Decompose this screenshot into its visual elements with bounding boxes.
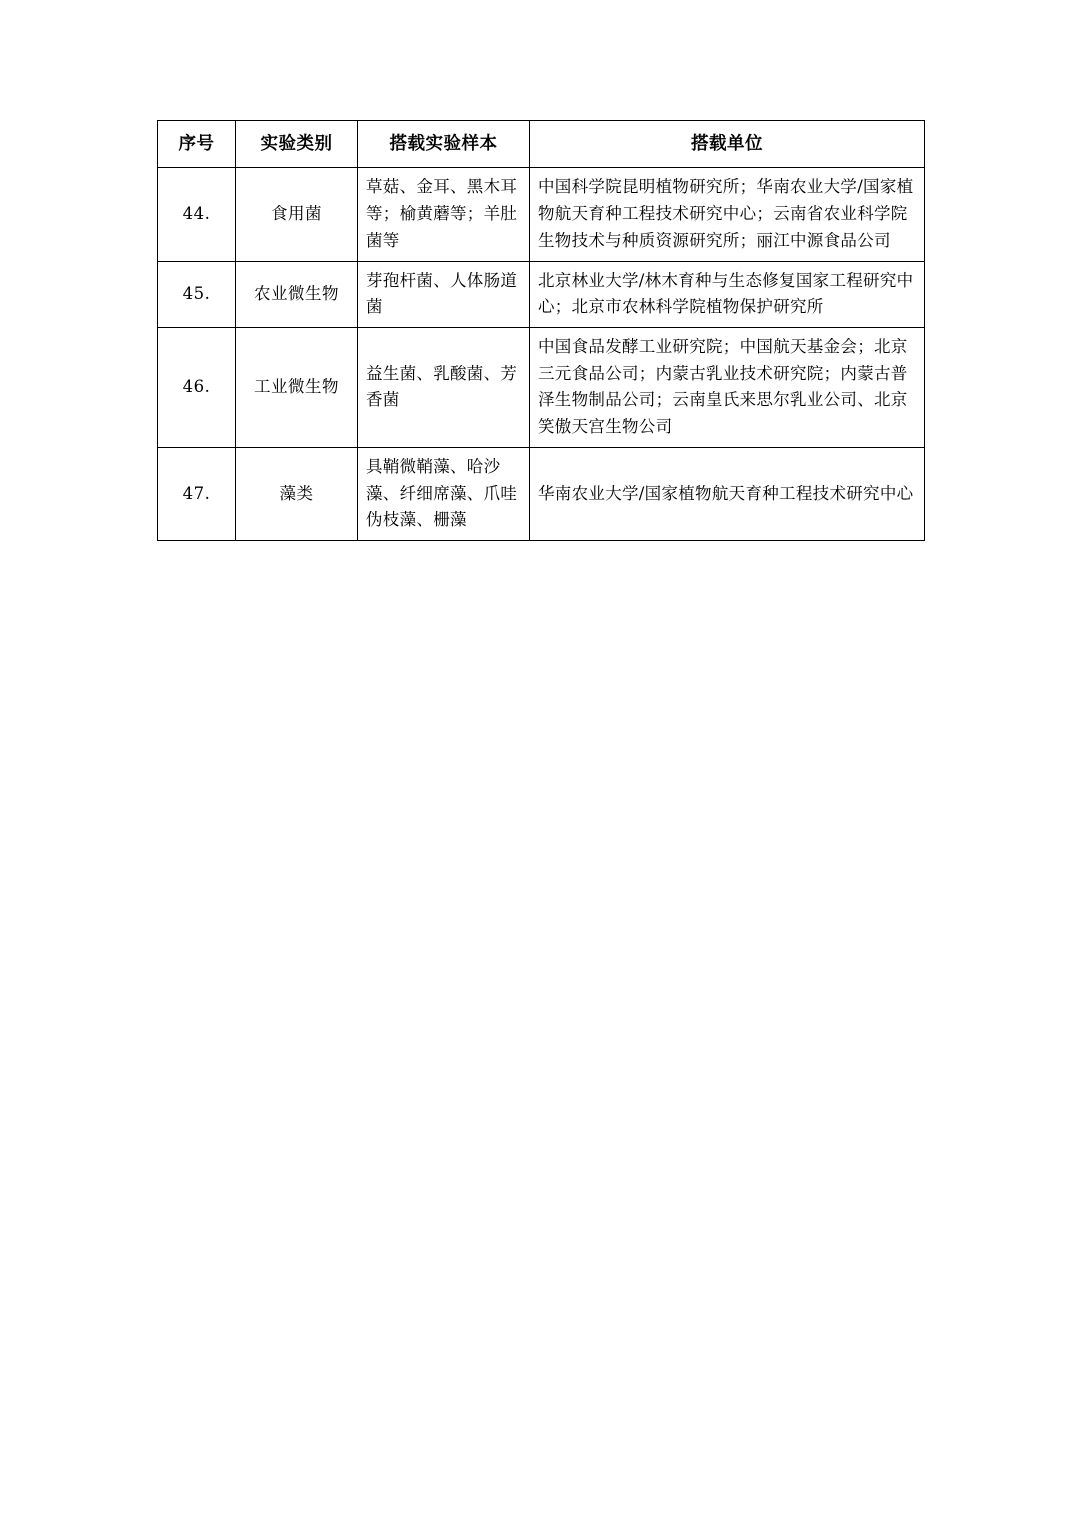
- cell-sample: 草菇、金耳、黑木耳等；榆黄蘑等；羊肚菌等: [358, 168, 530, 261]
- cell-category: 食用菌: [236, 168, 358, 261]
- table-body: [158, 168, 925, 541]
- cell-sequence: 47.: [158, 447, 236, 540]
- table-row: [158, 261, 925, 327]
- cell-sample: 芽孢杆菌、人体肠道菌: [358, 261, 530, 327]
- table-header: [158, 121, 925, 168]
- column-header-unit: 搭载单位: [530, 121, 925, 168]
- column-header-sequence: 序号: [158, 121, 236, 168]
- payload-table: [157, 120, 925, 541]
- cell-category: 工业微生物: [236, 327, 358, 447]
- cell-unit: 华南农业大学/国家植物航天育种工程技术研究中心: [530, 447, 925, 540]
- table-row: [158, 327, 925, 447]
- cell-category: 藻类: [236, 447, 358, 540]
- payload-table-container: [157, 120, 924, 541]
- cell-sample: 益生菌、乳酸菌、芳香菌: [358, 327, 530, 447]
- cell-unit: 北京林业大学/林木育种与生态修复国家工程研究中心；北京市农林科学院植物保护研究所: [530, 261, 925, 327]
- column-header-category: 实验类别: [236, 121, 358, 168]
- cell-sequence: 44.: [158, 168, 236, 261]
- cell-sequence: 45.: [158, 261, 236, 327]
- cell-category: 农业微生物: [236, 261, 358, 327]
- cell-unit: 中国科学院昆明植物研究所；华南农业大学/国家植物航天育种工程技术研究中心；云南省农业科学院生物技术与种质资源研究所；丽江中源食品公司: [530, 168, 925, 261]
- cell-sample: 具鞘微鞘藻、哈沙藻、纤细席藻、爪哇伪枝藻、栅藻: [358, 447, 530, 540]
- cell-unit: 中国食品发酵工业研究院；中国航天基金会；北京三元食品公司；内蒙古乳业技术研究院；内蒙古普泽生物制品公司；云南皇氏来思尔乳业公司、北京笑傲天宫生物公司: [530, 327, 925, 447]
- table-row: [158, 447, 925, 540]
- table-header-row: [158, 121, 925, 168]
- cell-sequence: 46.: [158, 327, 236, 447]
- column-header-sample: 搭载实验样本: [358, 121, 530, 168]
- table-row: [158, 168, 925, 261]
